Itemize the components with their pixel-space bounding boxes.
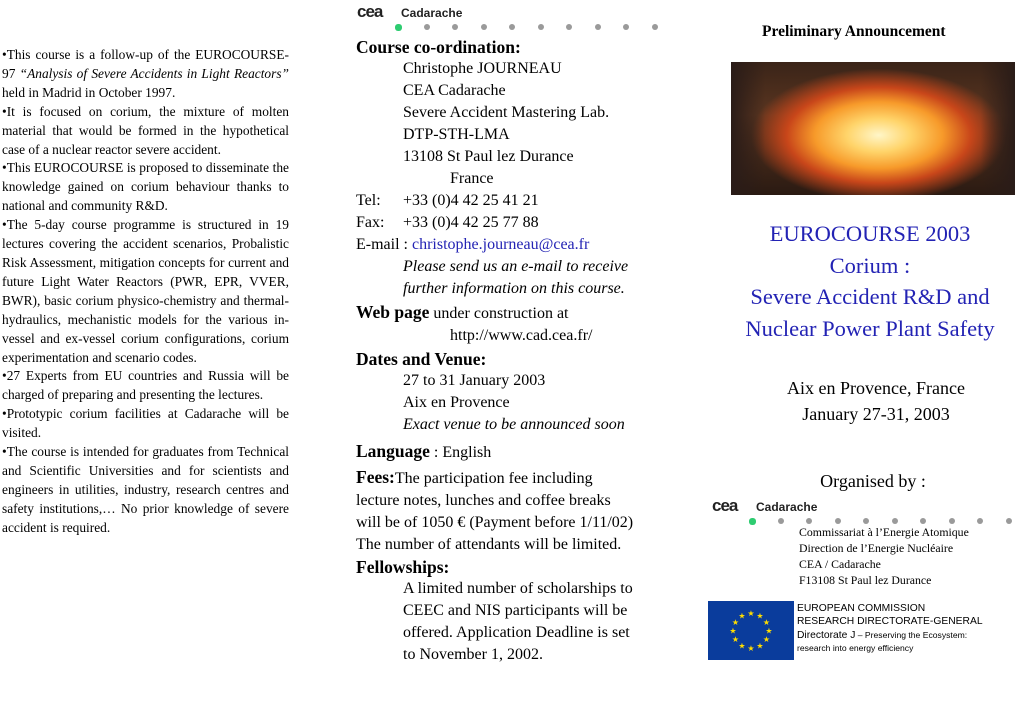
svg-text:★: ★: [747, 609, 755, 618]
eu-line-1: EUROPEAN COMMISSION: [797, 603, 926, 614]
tel-line: [356, 190, 686, 212]
logo-dot: [749, 518, 756, 525]
logo-dot: [481, 24, 487, 30]
intro-text-column: [2, 46, 289, 538]
eu-flag-icon: [708, 601, 794, 660]
logo-dot: [452, 24, 458, 30]
web-heading: Web page: [356, 302, 430, 322]
cadarache-logo-name: Cadarache: [756, 500, 818, 514]
coordination-heading: Course co-ordination:: [356, 37, 521, 57]
course-info-column: [356, 36, 686, 666]
logo-dot: [977, 518, 983, 524]
course-title-line-3: Severe Accident R&D and: [750, 284, 990, 309]
course-title-line-1: EUROCOURSE 2003: [769, 221, 971, 246]
molten-corium-photo: [731, 62, 1015, 195]
svg-text:★: ★: [747, 644, 755, 653]
organised-by-label: Organised by :: [820, 471, 926, 491]
commissariat-line-1: Commissariat à l’Energie Atomique: [799, 525, 969, 539]
fellowships-text-2: CEEC and NIS participants will be: [403, 602, 628, 619]
svg-text:★: ★: [756, 611, 764, 621]
language-line: [356, 440, 686, 464]
logo-dot: [778, 518, 784, 524]
course-place: Aix en Provence, France: [787, 378, 965, 398]
svg-text:★: ★: [738, 641, 746, 651]
eu-directorate-desc: – Preserving the Ecosystem:: [855, 629, 968, 640]
eu-stars-icon: [708, 601, 794, 660]
dates-value: 27 to 31 January 2003: [403, 372, 546, 389]
logo-dot: [509, 24, 515, 30]
fees-heading: Fees:: [356, 467, 395, 487]
commissariat-address: [799, 524, 969, 588]
course-place-dates: [730, 376, 1022, 427]
preliminary-announcement: Preliminary Announcement: [762, 23, 946, 40]
intro-paragraph-2: •It is focused on corium, the mixture of molten material that would be formed in the hypothetical case of a nuclear reactor severe accident.: [2, 103, 289, 157]
fees-text-1: The participation fee including: [394, 470, 593, 487]
coordinator-address: 13108 St Paul lez Durance: [403, 148, 574, 165]
web-line: [356, 301, 686, 325]
coordinator-name: Christophe JOURNEAU: [403, 60, 562, 77]
intro-paragraph-1: •This course is a follow-up of the EUROCOURSE-97 “Analysis of Severe Accidents in Light Reactors” held in Madrid in October 1997.: [2, 47, 289, 100]
fees-line: [356, 466, 686, 490]
intro-paragraph-4: •The 5-day course programme is structured in 19 lectures covering the accident scenarios, Probalistic Risk Assessment, mitigation concepts for current and future Light Water Reactors (PWR, EPR, VVER, BWR), basic corium physico-chemistry and thermal-hydraulics, mechanistic models for the various in-vessel and ex-vessel corium configurations, corium experimentation and scenario codes.: [2, 217, 289, 365]
fellowships-heading: Fellowships:: [356, 557, 450, 577]
intro-paragraph-6: •Prototypic corium facilities at Cadarache will be visited.: [2, 406, 289, 441]
fees-text-2: lecture notes, lunches and coffee breaks: [356, 492, 611, 509]
email-note-2: further information on this course.: [403, 280, 625, 297]
cadarache-logo-name: Cadarache: [401, 6, 463, 20]
svg-text:★: ★: [731, 618, 740, 627]
coordinator-dept: DTP-STH-LMA: [403, 126, 510, 143]
coordinator-lab: Severe Accident Mastering Lab.: [403, 104, 610, 121]
cea-logo-mark: cea: [357, 2, 383, 21]
intro-paragraph-3: •This EUROCOURSE is proposed to disseminate the knowledge gained on corium behaviour thanks to national and community R&D.: [2, 160, 289, 214]
language-value: : English: [429, 444, 492, 461]
logo-dot: [395, 24, 402, 31]
logo-dot: [595, 24, 601, 30]
eu-line-3: [797, 629, 983, 643]
svg-text:★: ★: [762, 618, 771, 627]
email-note-1: Please send us an e-mail to receive: [403, 258, 629, 275]
fellowships-text-3: offered. Application Deadline is set: [403, 624, 630, 641]
eu-directorate: Directorate J: [797, 629, 856, 641]
fax-line: [356, 212, 686, 234]
tel-value: +33 (0)4 42 25 41 21: [403, 192, 539, 209]
coordinator-org: CEA Cadarache: [403, 82, 506, 99]
logo-dot: [538, 24, 544, 30]
commissariat-line-2: Direction de l’Energie Nucléaire: [799, 541, 954, 555]
venue-note: Exact venue to be announced soon: [403, 416, 625, 433]
fax-value: +33 (0)4 42 25 77 88: [403, 214, 539, 231]
commissariat-line-3: CEA / Cadarache: [799, 557, 881, 571]
email-line: [356, 234, 686, 256]
logo-dot: [424, 24, 430, 30]
eu-commission-text: [797, 603, 983, 655]
svg-text:★: ★: [765, 626, 773, 636]
web-url[interactable]: http://www.cad.cea.fr/: [450, 327, 593, 344]
intro-paragraph-5: •27 Experts from EU countries and Russia will be charged of preparing and presenting the lectures.: [2, 368, 289, 403]
tel-label: Tel:: [356, 192, 381, 209]
course-title: [712, 218, 1023, 344]
svg-text:★: ★: [756, 641, 764, 651]
fax-label: Fax:: [356, 214, 385, 231]
venue-value: Aix en Provence: [403, 394, 510, 411]
course-title-line-4: Nuclear Power Plant Safety: [745, 315, 995, 341]
logo-dot: [652, 24, 658, 30]
eu-line-4: research into energy efficiency: [797, 643, 914, 654]
svg-text:★: ★: [729, 626, 737, 636]
svg-text:★: ★: [731, 635, 740, 644]
language-heading: Language: [356, 441, 430, 461]
photo-vignette: [731, 62, 1015, 195]
svg-text:★: ★: [738, 611, 746, 621]
eu-line-2: RESEARCH DIRECTORATE-GENERAL: [797, 615, 983, 627]
fees-text-3: will be of 1050 € (Payment before 1/11/02): [356, 514, 634, 531]
intro-paragraph-7: •The course is intended for graduates from Technical and Scientific Universities and for scientists and engineers in utilities, industry, research centres and safety institutions,… No prior knowledge of severe accident is required.: [2, 444, 289, 535]
email-label: E-mail :: [356, 236, 412, 253]
commissariat-line-4: F13108 St Paul lez Durance: [799, 573, 932, 587]
logo-dots-top: [395, 24, 665, 32]
coordinator-country: France: [450, 170, 494, 187]
cea-logo-mark: cea: [712, 496, 738, 515]
fellowships-text-4: to November 1, 2002.: [403, 646, 543, 663]
course-title-line-2: Corium :: [829, 252, 911, 278]
svg-text:★: ★: [762, 635, 771, 644]
web-text: under construction at: [429, 305, 569, 322]
logo-dot: [566, 24, 572, 30]
course-dates: January 27-31, 2003: [802, 403, 950, 424]
dates-heading: Dates and Venue:: [356, 349, 487, 369]
email-link[interactable]: christophe.journeau@cea.fr: [411, 236, 590, 253]
logo-dot: [623, 24, 629, 30]
logo-dot: [1006, 518, 1012, 524]
fees-text-4: The number of attendants will be limited.: [356, 536, 622, 553]
fellowships-text-1: A limited number of scholarships to: [403, 580, 633, 597]
